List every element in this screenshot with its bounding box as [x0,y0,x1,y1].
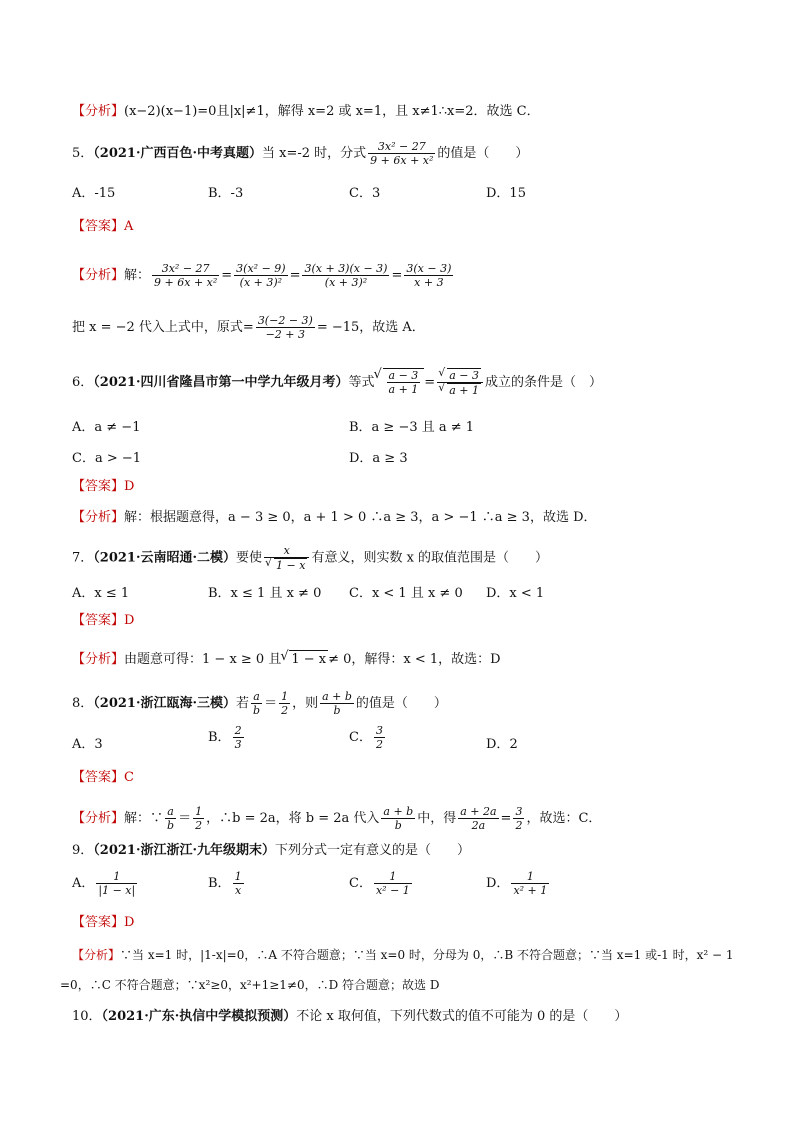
q7-analysis-radical: √ 1 − x [289,650,328,669]
q7-answer-value: D [124,613,135,628]
q9-option-a: A． $\frac{1}{|1 - x|}$ [72,870,136,897]
q6-rhs: √ a − 3 √ a + 1 [437,368,483,397]
q9-number: 9． [72,843,94,858]
q8-frac-2: $\frac{1}{2}$ [281,690,289,717]
q7-analysis [72,650,734,669]
q7-analysis-after: ≠ 0，解得：x < 1，故选：D [328,652,501,667]
q6-number: 6． [72,375,94,390]
q10-number: 10． [72,1009,102,1024]
q7-stem-before: 要使 [236,550,263,566]
q7-option-a: A．x ≤ 1 [72,586,130,601]
analysis-label: 【分析】 [72,948,121,962]
q5-step-4: $\frac{3(x - 3)}{x + 3}$ [406,262,452,289]
q7-option-c: C．x < 1 且 x ≠ 0 [349,586,463,601]
q4-analysis [72,103,734,121]
q6-option-a: A．a ≠ −1 [72,420,141,435]
q8-stem [72,690,734,717]
answer-label: 【答案】 [72,479,125,494]
q8-answer [72,769,734,787]
solution-prefix: 解： [124,510,151,525]
analysis-label: 【分析】 [72,104,125,119]
analysis-label: 【分析】 [72,652,125,667]
q9-answer [72,914,734,932]
q8-a-eq: ＝ [178,811,192,826]
q9-stem [72,842,734,860]
q9-option-d: D． $\frac{1}{\text{x² + 1}}$ [486,870,548,897]
q5-answer [72,218,734,236]
q9-option-b: B． $\frac{1}{x}$ [208,870,242,897]
q5-option-a: A．-15 [72,186,116,201]
answer-label: 【答案】 [72,770,125,785]
q8-option-b: B． $\frac{2}{3}$ [208,724,242,751]
q8-option-d: D．2 [486,737,518,752]
analysis-label: 【分析】 [72,811,125,826]
q5-substitution [72,314,734,341]
q5-fraction: $\frac{\text{3x² − 27}}{\text{9 + 6x + x²}}$ [370,140,434,167]
q5-sub-after: = −15，故选 A． [316,320,425,335]
analysis-label: 【分析】 [72,268,125,283]
solution-prefix: 解： [124,268,151,283]
q5-option-b: B．-3 [208,186,244,201]
q6-stem: 6．（2021·四川省隆昌市第一中学九年级月考）等式 √ $\frac{a - 3}{a + 1}$ = √ a − 3 √ a + 1 成立的条件是（ ） [72,368,734,397]
q5-option-c: C．3 [349,186,381,201]
q6-answer [72,478,734,496]
q7-fraction: x √ 1 − x [264,544,309,572]
q8-source: （2021·浙江瓯海·三模） [93,696,237,711]
q9-stem-text: 下列分式一定有意义的是（ ） [275,843,471,858]
q8-a-frac-2: $\frac{1}{2}$ [195,805,203,832]
q7-answer [72,612,734,630]
q5-source: （2021·广西百色·中考真题） [93,146,263,161]
q9-answer-value: D [124,915,135,930]
q6-lhs-radical: √ $\frac{a - 3}{a + 1}$ [383,368,425,396]
q9-analysis-line-1 [72,946,734,964]
q5-sub-fraction: $\frac{3(-2 - 3)}{-2 + 3}$ [257,314,313,341]
q5-step-2: $\frac{\text{3(x² − 9)}}{\text{(x + 3)²}}$ [236,262,286,289]
q7-analysis-before: 由题意可得：1 − x ≥ 0 且 [124,652,282,667]
q8-answer-value: C [124,770,134,785]
q5-answer-value: A [124,219,134,234]
q8-frac-1: $\frac{a}{b}$ [253,690,261,717]
q8-a-frac-4: $\frac{a + 2a}{2a}$ [460,805,497,832]
q8-stem-mid: ，则 [292,696,319,711]
q5-number: 5． [72,146,94,161]
q6-option-c: C．a > −1 [72,451,142,466]
q8-eq: ＝ [264,696,278,711]
q8-a1: ∵ [150,811,164,826]
q5-stem-after: 的值是（ ） [437,146,529,161]
q8-a4: = [500,811,512,826]
q8-analysis [72,805,734,832]
q9-analysis-text-2: =0，∴C 不符合题意；∵x²≥0，x²+1≥1≠0，∴D 符合题意；故选 D [60,978,440,992]
analysis-label: 【分析】 [72,510,125,525]
q9-analysis-line-2 [60,976,734,994]
q7-stem-after: 有意义，则实数 x 的取值范围是（ ） [311,550,549,566]
q8-option-a: A．3 [72,737,103,752]
q5-step-1: $\frac{\text{3x² − 27}}{\text{9 + 6x + x²}}$ [154,262,218,289]
q8-a-frac-5: $\frac{3}{2}$ [515,805,523,832]
q8-a-frac-3: $\frac{a + b}{b}$ [383,805,414,832]
q6-analysis-text: 根据题意得，a − 3 ≥ 0，a + 1 > 0 ∴a ≥ 3，a > −1 ∴a ≥ 3，故选 D． [150,510,597,525]
q7-number: 7． [72,550,94,566]
q6-stem-after: 成立的条件是（ ） [484,375,602,390]
q5-analysis: 【分析】解： $\frac{\text{3x² − 27}}{\text{9 + 6x + x²}}$ = $\frac{\text{3(x² − 9)}}{\text{(x + 3)²}}$ = $\frac{3(x + 3)(x - 3)}{\text{(x + 3)²}}$ = $\frac{3(x - 3)}{x + 3}$ [72,262,452,289]
q8-a2: ，∴b = 2a，将 b = 2a 代入 [206,811,380,826]
q7-stem [72,544,734,572]
q6-stem-before: 等式 [348,375,375,390]
q6-source: （2021·四川省隆昌市第一中学九年级月考） [93,375,349,390]
q7-option-b: B．x ≤ 1 且 x ≠ 0 [208,586,322,601]
q8-a5: ，故选：C． [526,811,602,826]
q5-option-d: D．15 [486,186,526,201]
q8-a3: 中，得 [417,811,457,826]
q8-stem-after: 的值是（ ） [355,696,447,711]
q6-analysis [72,509,734,527]
q9-option-c: C． $\frac{1}{\text{x² − 1}}$ [349,870,410,897]
q4-analysis-text: (x−2)(x−1)=0且|x|≠1，解得 x=2 或 x=1，且 x≠1∴x=2．故选 C． [124,104,540,119]
q5-sub-before: 把 x = −2 代入上式中，原式= [72,320,254,335]
q5-stem-before: 当 x=-2 时，分式 [262,146,367,161]
answer-label: 【答案】 [72,613,125,628]
q9-analysis-text-1: ∵当 x=1 时，|1-x|=0，∴A 不符合题意；∵当 x=0 时，分母为 0，∴B 不符合题意；∵当 x=1 或-1 时，x² − 1 [120,948,734,962]
q10-stem-text: 不论 x 取何值，下列代数式的值不可能为 0 的是（ ） [296,1009,628,1024]
answer-label: 【答案】 [72,219,125,234]
q6-option-d: D．a ≥ 3 [349,451,408,466]
q9-source: （2021·浙江浙江·九年级期末） [93,843,276,858]
q8-a-frac-1: $\frac{a}{b}$ [167,805,175,832]
q8-frac-3: $\frac{a + b}{b}$ [322,690,352,717]
q10-source: （2021·广东·执信中学模拟预测） [101,1009,297,1024]
answer-label: 【答案】 [72,915,125,930]
q8-option-c: C． $\frac{3}{2}$ [349,724,383,751]
q5-stem [72,140,734,167]
q10-stem [72,1008,734,1026]
q7-source: （2021·云南昭通·二模） [93,550,237,566]
q7-option-d: D．x < 1 [486,586,545,601]
q6-answer-value: D [124,479,135,494]
solution-prefix: 解： [124,811,151,826]
q6-option-b: B．a ≥ −3 且 a ≠ 1 [349,420,475,435]
q8-stem-before: 若 [236,696,250,711]
q8-number: 8． [72,696,94,711]
q5-step-3: $\frac{3(x + 3)(x - 3)}{\text{(x + 3)²}}$ [304,262,388,289]
